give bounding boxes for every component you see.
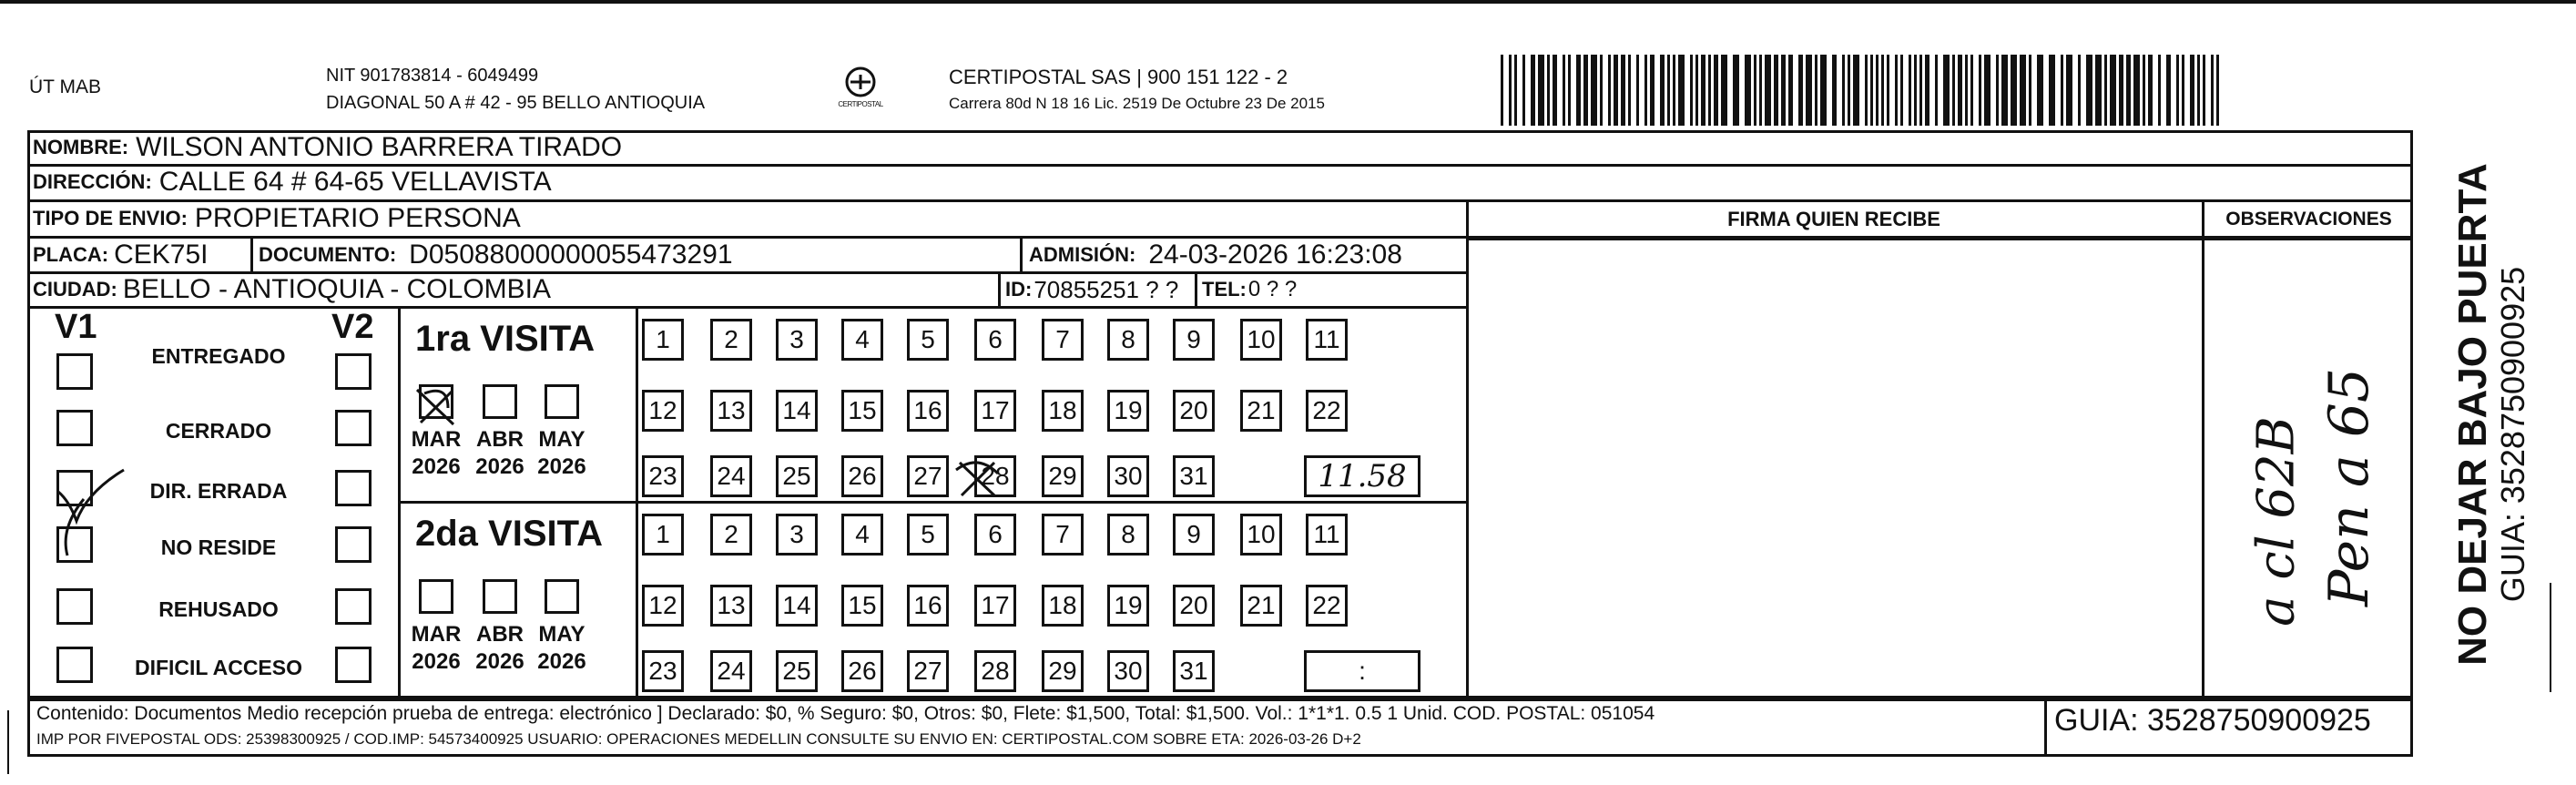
v2-checkbox[interactable] [335, 526, 372, 563]
barcode-bar [2211, 55, 2214, 126]
barcode-bar [1919, 55, 1922, 126]
barcode-bar [2078, 55, 2081, 126]
barcode-bar [1608, 55, 1611, 126]
barcode-bar [1522, 55, 1525, 126]
tel-field [1202, 273, 1297, 306]
barcode-bar [1644, 55, 1647, 126]
shipment-type: PROPIETARIO PERSONA [194, 203, 521, 233]
year-label: 2026 [412, 649, 461, 674]
day-box[interactable]: 22 [1306, 390, 1348, 432]
city-value: BELLO - ANTIOQUIA - COLOMBIA [122, 274, 552, 304]
document-label: DOCUMENTO: [259, 242, 397, 266]
barcode-bar [2133, 55, 2140, 126]
month-checkbox[interactable] [483, 384, 517, 419]
barcode-bar [1900, 55, 1903, 126]
barcode-bar [1943, 55, 1950, 126]
barcode-bar [1806, 55, 1812, 126]
side-guia-text: GUIA: 3528750900925 [2494, 266, 2531, 603]
courier-name: CERTIPOSTAL SAS | 900 151 122 - 2 [949, 66, 1288, 88]
observation-note-line2: Pen a 65 [2317, 367, 2381, 607]
barcode-bar [1832, 55, 1837, 126]
day-box[interactable]: 17 [974, 390, 1016, 432]
day-box[interactable]: 27 [907, 455, 949, 497]
recipient-name: WILSON ANTONIO BARRERA TIRADO [136, 131, 623, 162]
imp-line: IMP POR FIVEPOSTAL ODS: 25398300925 / COD.IMP: 54573400925 USUARIO: OPERACIONES MEDELLIN CONSULTE SU ENVIO EN: CERTIPOSTAL.COM SOBRE ETA: 2026-03-26 D+2 [36, 730, 1361, 748]
barcode-bar [1848, 55, 1850, 126]
day-box[interactable]: 29 [1042, 455, 1084, 497]
barcode-bar [1583, 55, 1588, 126]
barcode-bar [2001, 55, 2008, 126]
signature-header: FIRMA QUIEN RECIBE [1727, 208, 1940, 230]
day-box[interactable]: 22 [1306, 585, 1348, 627]
day-box[interactable]: 7 [1042, 319, 1084, 361]
day-box[interactable]: 15 [841, 585, 883, 627]
barcode-bar [1628, 55, 1631, 126]
barcode-bar [1754, 55, 1756, 126]
barcode-bar [1914, 55, 1917, 126]
barcode-bar [1708, 55, 1711, 126]
barcode-bar [1553, 55, 1557, 126]
day-box[interactable]: 10 [1240, 319, 1282, 361]
day-box[interactable]: 30 [1107, 650, 1149, 692]
barcode-bar [1745, 55, 1751, 126]
day-box[interactable]: 4 [841, 514, 883, 556]
barcode-bar [1591, 55, 1597, 126]
visit-title: 1ra VISITA [415, 319, 596, 359]
barcode-bar [1774, 55, 1778, 126]
barcode-bar [2104, 55, 2107, 126]
day-box[interactable]: 26 [841, 455, 883, 497]
day-box[interactable]: 30 [1107, 455, 1149, 497]
barcode-bar [1621, 55, 1625, 126]
month-label: ABR [476, 427, 524, 452]
barcode-bar [2095, 55, 2102, 126]
month-checkbox[interactable] [483, 579, 517, 614]
v1-checkbox[interactable] [56, 353, 93, 390]
barcode-bar [2166, 55, 2171, 126]
barcode-bar [1695, 55, 1698, 126]
day-box[interactable]: 16 [907, 585, 949, 627]
barcode-bar [1509, 55, 1512, 126]
day-box[interactable]: 10 [1240, 514, 1282, 556]
day-box[interactable]: 31 [1173, 650, 1215, 692]
day-box[interactable]: 23 [642, 650, 684, 692]
barcode-bar [1970, 55, 1973, 126]
barcode-bar [1853, 55, 1859, 126]
day-box[interactable]: 26 [841, 650, 883, 692]
v1-checkbox[interactable] [56, 647, 93, 683]
barcode-bar [1701, 55, 1705, 126]
certipostal-logo [829, 64, 892, 118]
barcode-bar [1984, 55, 1991, 126]
day-box[interactable]: 19 [1107, 585, 1149, 627]
day-box[interactable]: 21 [1240, 390, 1282, 432]
barcode-bar [2037, 55, 2043, 126]
month-label: MAY [538, 427, 585, 452]
id-field [1005, 273, 1178, 306]
name-row [33, 130, 622, 164]
day-check-mark [952, 454, 1003, 505]
day-box[interactable]: 8 [1107, 514, 1149, 556]
barcode-bar [1909, 55, 1911, 126]
day-box[interactable]: 6 [974, 514, 1016, 556]
barcode-bar [2158, 55, 2161, 126]
barcode-bar [1759, 55, 1762, 126]
day-box[interactable]: 11 [1306, 514, 1348, 556]
v2-header: V2 [331, 308, 374, 346]
name-label: NOMBRE: [33, 135, 129, 158]
day-box[interactable]: 28 [974, 650, 1016, 692]
day-box[interactable]: 3 [776, 514, 818, 556]
day-box[interactable]: 25 [776, 650, 818, 692]
status-option-label: DIFICIL ACCESO [134, 656, 302, 679]
day-box[interactable]: 1 [642, 319, 684, 361]
barcode-bar [2011, 55, 2017, 126]
barcode-bar [1881, 55, 1884, 126]
footer-guia: GUIA: 3528750900925 [2054, 703, 2371, 738]
barcode-bar [1563, 55, 1565, 126]
courier-license: Carrera 80d N 18 16 Lic. 2519 De Octubre 23 De 2015 [949, 95, 1325, 112]
id-value: 70855251 ? ? [1033, 275, 1179, 303]
barcode-bar [1576, 55, 1581, 126]
day-box[interactable]: 3 [776, 319, 818, 361]
day-box[interactable]: 9 [1173, 514, 1215, 556]
document-field [259, 238, 733, 271]
barcode-bar [1870, 55, 1873, 126]
month-checkbox[interactable] [545, 579, 579, 614]
day-box[interactable]: 16 [907, 390, 949, 432]
barcode-bar [2197, 55, 2200, 126]
company-nit: NIT 901783814 - 6049499 [326, 66, 539, 86]
barcode-bar [1568, 55, 1571, 126]
day-box[interactable]: 29 [1042, 650, 1084, 692]
id-label: ID: [1005, 278, 1033, 301]
barcode-bar [1660, 55, 1665, 126]
barcode-bar [2203, 55, 2205, 126]
day-box[interactable]: 5 [907, 319, 949, 361]
year-label: 2026 [412, 454, 461, 479]
barcode [1501, 55, 2229, 126]
barcode-bar [1996, 55, 1999, 126]
barcode-bar [1636, 55, 1639, 126]
barcode-bar [1614, 55, 1618, 126]
barcode-bar [2020, 55, 2026, 126]
day-box[interactable]: 21 [1240, 585, 1282, 627]
barcode-bar [2143, 55, 2145, 126]
visit-title: 2da VISITA [415, 514, 603, 554]
v2-checkbox[interactable] [335, 353, 372, 390]
barcode-bar [1935, 55, 1938, 126]
day-box[interactable]: 24 [710, 650, 752, 692]
barcode-bar [1887, 55, 1889, 126]
barcode-bar [1958, 55, 1962, 126]
v2-checkbox[interactable] [335, 647, 372, 683]
city-field [33, 273, 551, 306]
observation-note-line1: a cl 62B [2246, 416, 2306, 627]
barcode-bar [2119, 55, 2123, 126]
month-label: ABR [476, 622, 524, 647]
unit-code: ÚT MAB [29, 76, 101, 97]
barcode-bar [2126, 55, 2131, 126]
barcode-bar [1650, 55, 1655, 126]
day-box[interactable]: 18 [1042, 390, 1084, 432]
day-box[interactable]: 12 [642, 585, 684, 627]
day-box[interactable]: 7 [1042, 514, 1084, 556]
barcode-bar [1865, 55, 1868, 126]
barcode-bar [1798, 55, 1803, 126]
month-check-mark [412, 381, 463, 432]
day-box[interactable]: 28 [974, 455, 1016, 497]
barcode-bar [1979, 55, 1981, 126]
day-box[interactable]: 12 [642, 390, 684, 432]
barcode-bar [2029, 55, 2031, 126]
company-address: DIAGONAL 50 A # 42 - 95 BELLO ANTIOQUIA [326, 93, 706, 113]
day-box[interactable]: 20 [1173, 585, 1215, 627]
day-box[interactable]: 24 [710, 455, 752, 497]
plate-label: PLACA: [33, 242, 109, 266]
barcode-bar [2176, 55, 2179, 126]
barcode-bar [1952, 55, 1955, 126]
barcode-bar [1925, 55, 1929, 126]
barcode-bar [1721, 55, 1727, 126]
barcode-bar [1788, 55, 1793, 126]
barcode-bar [2086, 55, 2092, 126]
day-box[interactable]: 11 [1306, 319, 1348, 361]
v2-checkbox[interactable] [335, 470, 372, 506]
barcode-bar [1673, 55, 1675, 126]
day-box[interactable]: 14 [776, 585, 818, 627]
plate-field [33, 238, 209, 271]
barcode-bar [1714, 55, 1718, 126]
year-label: 2026 [537, 649, 586, 674]
status-option-label: ENTREGADO [151, 344, 286, 368]
day-box[interactable]: 1 [642, 514, 684, 556]
barcode-bar [2216, 55, 2219, 126]
barcode-bar [1501, 55, 1503, 126]
barcode-bar [1538, 55, 1544, 126]
plate-value: CEK75I [114, 239, 209, 270]
barcode-bar [1765, 55, 1771, 126]
barcode-bar [2049, 55, 2055, 126]
barcode-bar [1531, 55, 1535, 126]
month-label: MAY [538, 622, 585, 647]
barcode-bar [1547, 55, 1550, 126]
admission-field [1029, 238, 1402, 271]
v1-checkbox[interactable] [56, 410, 93, 446]
barcode-bar [1690, 55, 1693, 126]
address-label: DIRECCIÓN: [33, 170, 152, 193]
day-box[interactable]: 2 [710, 514, 752, 556]
day-box[interactable]: 9 [1173, 319, 1215, 361]
admission-label: ADMISIÓN: [1029, 242, 1136, 266]
city-label: CIUDAD: [33, 278, 117, 301]
day-box[interactable]: 17 [974, 585, 1016, 627]
year-label: 2026 [475, 454, 524, 479]
status-option-label: DIR. ERRADA [149, 479, 288, 503]
barcode-bar [1733, 55, 1739, 126]
visit-time-box[interactable]: : [1304, 650, 1420, 692]
day-box[interactable]: 8 [1107, 319, 1149, 361]
barcode-bar [1678, 55, 1685, 126]
barcode-bar [2182, 55, 2184, 126]
observations-header: OBSERVACIONES [2225, 209, 2392, 229]
barcode-bar [2066, 55, 2072, 126]
month-checkbox[interactable] [545, 384, 579, 419]
type-row [33, 201, 521, 236]
year-label: 2026 [537, 454, 586, 479]
barcode-bar [1514, 55, 1517, 126]
side-notice [2382, 146, 2576, 674]
logo-text: CERTIPOSTAL [838, 100, 883, 108]
status-option-label: REHUSADO [158, 597, 279, 621]
v1-checkbox[interactable] [56, 588, 93, 625]
tel-label: TEL: [1202, 278, 1247, 301]
day-box[interactable]: 13 [710, 585, 752, 627]
day-box[interactable]: 4 [841, 319, 883, 361]
type-label: TIPO DE ENVIO: [33, 207, 188, 229]
v2-checkbox[interactable] [335, 410, 372, 446]
day-box[interactable]: 27 [907, 650, 949, 692]
contents-line: Contenido: Documentos Medio recepción prueba de entrega: electrónico ] Declarado: $0, % Seguro: $0, Otros: $0, Flete: $1,500, Total: $1,500. Vol.: 1*1*1. 0.5 1 Unid. COD. POSTAL: 051054 [36, 703, 1655, 724]
status-option-label: NO RESIDE [160, 535, 277, 559]
day-box[interactable]: 18 [1042, 585, 1084, 627]
day-box[interactable]: 6 [974, 319, 1016, 361]
day-box[interactable]: 2 [710, 319, 752, 361]
day-box[interactable]: 20 [1173, 390, 1215, 432]
barcode-bar [2148, 55, 2153, 126]
barcode-bar [1815, 55, 1817, 126]
day-box[interactable]: 5 [907, 514, 949, 556]
day-box[interactable]: 14 [776, 390, 818, 432]
barcode-bar [1842, 55, 1845, 126]
document-value: D05088000000055473291 [409, 239, 733, 270]
tel-value: 0 ? ? [1247, 277, 1298, 301]
barcode-bar [1600, 55, 1603, 126]
month-checkbox[interactable] [419, 579, 453, 614]
no-dejar-text: NO DEJAR BAJO PUERTA [2450, 163, 2495, 666]
day-box[interactable]: 15 [841, 390, 883, 432]
barcode-bar [2190, 55, 2194, 126]
barcode-bar [1895, 55, 1898, 126]
v2-checkbox[interactable] [335, 588, 372, 625]
month-label: MAR [411, 427, 462, 452]
year-label: 2026 [475, 649, 524, 674]
day-box[interactable]: 19 [1107, 390, 1149, 432]
address-row [33, 165, 552, 199]
barcode-bar [1781, 55, 1786, 126]
recipient-address: CALLE 64 # 64-65 VELLAVISTA [158, 167, 552, 197]
month-label: MAR [411, 622, 462, 647]
v1-check-mark [51, 464, 133, 565]
status-option-label: CERRADO [165, 419, 272, 443]
day-box[interactable]: 31 [1173, 455, 1215, 497]
admission-value: 24-03-2026 16:23:08 [1148, 239, 1402, 270]
barcode-bar [2110, 55, 2116, 126]
v1-header: V1 [55, 308, 97, 346]
barcode-bar [1667, 55, 1670, 126]
barcode-bar [1965, 55, 1968, 126]
day-box[interactable]: 13 [710, 390, 752, 432]
barcode-bar [1820, 55, 1827, 126]
day-box[interactable]: 25 [776, 455, 818, 497]
barcode-bar [1876, 55, 1879, 126]
barcode-bar [2061, 55, 2063, 126]
day-box[interactable]: 23 [642, 455, 684, 497]
visit-time-box[interactable]: 11.58 [1304, 455, 1420, 497]
